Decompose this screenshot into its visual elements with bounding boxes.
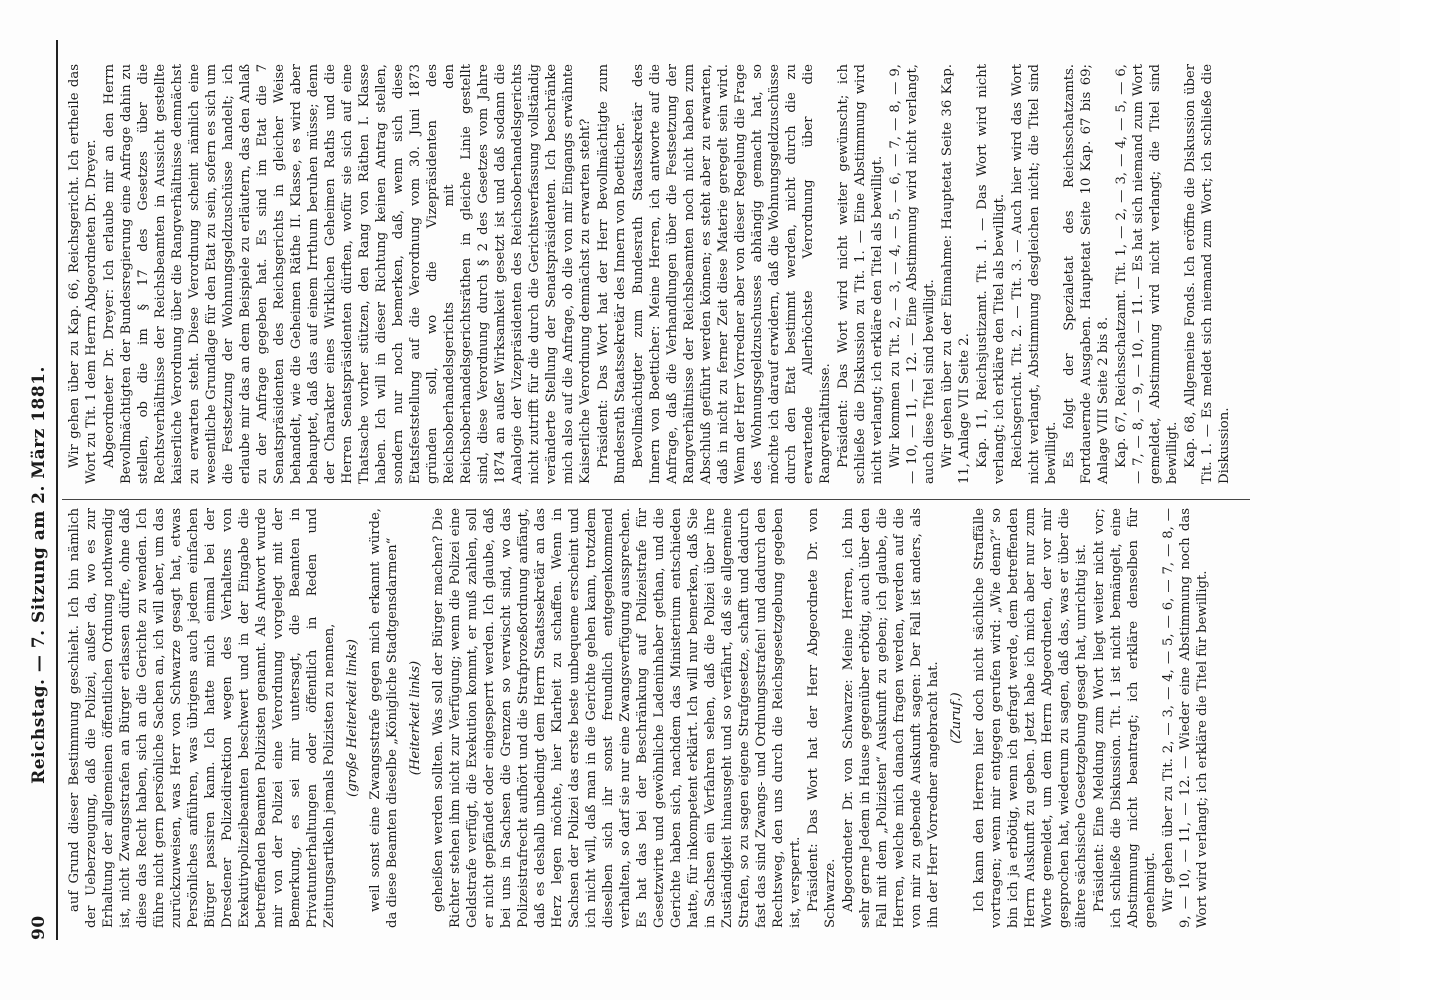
right-column-paragraph: Kap. 11, Reichsjustizamt. Tit. 1. — Das Wort wird nicht verlangt; ich erkläre den Titel als bewilligt.	[975, 64, 1007, 484]
left-column-paragraph: (große Heiterkeit links)	[345, 639, 360, 797]
left-column-paragraph: Ich kann den Herren hier doch nicht sächliche Straffälle vortragen; wenn mir entgegen gerufen wird: „Wie denn?“ so bin ich ja erbötig, wenn ich gefragt werde, dem betreffenden Herrn Auskunft zu geben. Jetzt habe ich mich aber nur zum Worte gemeldet, um dem Herrn Abgeordneten, der vor mir gesprochen hat, wiederum zu sagen, daß das, was er über die ältere sächsische Gesetzgebung gesagt hat, unrichtig ist.	[972, 508, 1089, 928]
right-column-paragraph: Wir kommen zu Tit. 2, — 3, — 4, — 5, — 6, — 7, — 8, — 9, — 10, — 11, — 12. — Eine Abstimmung wird nicht verlangt, auch diese Titel sind bewilligt.	[888, 64, 937, 484]
right-column-paragraph: Wir gehen über zu Kap. 66, Reichsgericht. Ich ertheile das Wort zu Tit. 1 dem Herrn Abgeordneten Dr. Dreyer.	[67, 64, 99, 484]
page-number: 90	[29, 915, 49, 940]
left-column-paragraph: (Heiterkeit links)	[408, 660, 423, 776]
right-column-paragraph: Präsident: Das Wort hat der Herr Bevollmächtigte zum Bundesrath Staatssekretär des Innern von Boetticher.	[596, 64, 628, 484]
digitization-note	[1405, 0, 1431, 1000]
left-column-paragraph: Wir gehen über zu Tit. 2, — 3, — 4, — 5, — 6, — 7, — 8, — 9, — 10, — 11, — 12. — Wieder eine Abstimmung noch das Wort wird verlangt; ich erkläre die Titel für bewilligt.	[1161, 508, 1210, 928]
page-title: Reichstag. — 7. Sitzung am 2. März 1881.	[29, 366, 49, 784]
right-column-paragraph: Wir gehen über zu der Einnahme: Hauptetat Seite 36 Kap. 11, Anlage VII Seite 2.	[940, 64, 972, 484]
left-column-paragraph: Präsident: Eine Meldung zum Wort liegt weiter nicht vor; ich schließe die Diskussion. Tit. 1 ist nicht bemängelt, eine Abstimmung nicht beantragt; ich erkläre denselben für genehmigt.	[1092, 508, 1158, 928]
left-column-paragraph: geheißen werden sollten. Was soll der Bürger machen? Die Richter stehen ihm nicht zur Verfügung; wenn die Polizei eine Geldstrafe verfügt, die Exekution kommt, er muß zahlen, soll er nicht gepfändet oder eingesperrt werden. Ich glaube, daß bei uns in Sachsen die Grenzen so verwischt sind, wo das Polizeistrafrecht aufhört und die Strafprozeßordnung anfängt, daß es deshalb unbedingt dem Herrn Staatssekretär an das Herz legen möchte, hier Klarheit zu schaffen. Wenn in Sachsen der Polizei das erste beste unbequeme erscheint und ich nicht will, daß man in die Gerichte gehen kann, trotzdem dieselben sich ihr sonst freundlich entgegenkommend verhalten, so darf sie nur eine Zwangsverfügung aussprechen. Es hat das bei der Beschränkung auf Polizeistrafe für Gesetzwirte und gewöhnliche Ladeninhaber gethan, und die Gerichte haben sich, nachdem das Ministerium entschieden hatte, für inkompetent erklärt. Ich will nur bemerken, daß Sie in Sachsen ein Verfahren sehen, daß die Polizei über ihre Zuständigkeit hinausgeht und so verfährt, daß sie allgemeine Strafen, so zu sagen eigene Strafgesetze, schafft und dadurch fast das sind Zwangs- und Ordnungsstrafen! und dadurch den Rechtsweg, den uns durch die Reichsgesetzgebung gegeben ist, versperrt.	[431, 508, 803, 928]
right-column	[66, 64, 1234, 484]
left-column-paragraph: auf Grund dieser Bestimmung geschieht. Ich bin nämlich der Ueberzeugung, daß die Polizei, außer da, wo es zur Erhaltung der allgemeinen öffentlichen Ordnung nothwendig ist, nicht Zwangsstrafen an Bürger erlassen dürfe, ohne daß diese das Recht haben, sich an die Gerichte zu wenden. Ich führe nicht gern persönliche Sachen an, ich will aber, um das zurückzuweisen, was Herr von Schwarze gesagt hat, etwas Persönliches anführen, was übrigens auch jedem einfachen Bürger passiren kann. Ich hatte mich einmal bei der Dresdener Polizeidirektion wegen des Verhaltens von Exekutivpolizeibeamten beschwert und in der Eingabe die betreffenden Beamten Polizisten genannt. Als Antwort wurde mir von der Polizei eine Verordnung vorgelegt mit der Bemerkung, es sei mir untersagt, die Beamten in Privatunterhaltungen oder öffentlich in Reden und Zeitungsartikeln jemals Polizisten zu nennen,	[67, 508, 337, 928]
right-column-paragraph: Reichsgericht. Tit. 2. — Tit. 3. — Auch hier wird das Wort nicht verlangt, Abstimmung desgleichen nicht; die Titel sind bewilligt.	[1010, 64, 1059, 484]
right-column-paragraph: Es folgt der Spezialetat des Reichsschatzamts. Fortdauernde Ausgaben. Hauptetat Seite 10 Kap. 67 bis 69; Anlage VIII Seite 2 bis 8.	[1062, 64, 1111, 484]
right-column-paragraph: Abgeordneter Dr. Dreyer: Ich erlaube mir an den Herrn Bevollmächtigten der Bundesregierung eine Anfrage dahin zu stellen, ob die im § 17 des Gesetzes über die Rechtsverhältnisse der Reichsbeamten in Aussicht gestellte kaiserliche Verordnung über die Rangverhältnisse demnächst zu erwarten steht. Diese Verordnung scheint nämlich eine wesentliche Grundlage für den Etat zu sein, sofern es sich um die Festsetzung der Wohnungsgeldzuschüsse handelt; ich erlaube mir das an dem Beispiele zu erläutern, das den Anlaß zu der Anfrage gegeben hat. Es sind im Etat die 7 Senatspräsidenten des Reichsgerichts in gleicher Weise behandelt, wie die Geheimen Räthe II. Klasse, es wird aber behauptet, daß das auf einem Irrthum beruhen müsse; denn der Charakter eines Wirklichen Geheimen Raths und die Herren Senatspräsidenten dürften, wofür sie sich auf eine Thatsache vorher stützen, den Rang von Räthen I. Klasse haben. Ich will in dieser Richtung keinen Antrag stellen, sondern nur noch bemerken, daß, wenn sich diese Etatsfeststellung auf die Verordnung vom 30. Juni 1873 gründen soll, wo die Vizepräsidenten des Reichsoberhandelsgerichts mit den Reichsoberhandelsgerichtsräthen in gleiche Linie gestellt sind, diese Verordnung durch § 2 des Gesetzes vom Jahre 1874 an außer Wirksamkeit gesetzt ist und daß sodann die Analogie der Vizepräsidenten des Reichsoberhandelsgerichts nicht zutrifft für die durch die Gerichtsverfassung vollständig veränderte Stellung der Senatspräsidenten. Ich beschränke mich also auf die Anfrage, ob die von mir Eingangs erwähnte Kaiserliche Verordnung demnächst zu erwarten steht?	[102, 64, 593, 484]
left-column	[66, 508, 1212, 928]
right-column-paragraph: Kap. 67, Reichsschatzamt. Tit. 1, — 2, — 3, — 4, — 5, — 6, — 7, — 8, — 9, — 10, — 11. — Es hat sich niemand zum Wort gemeldet, Abstimmung wird nicht verlangt; die Titel sind bewilligt.	[1114, 64, 1180, 484]
left-column-paragraph: weil sonst eine Zwangsstrafe gegen mich erkannt würde, da diese Beamten dieselbe „Königliche Stadtgensdarmen“	[368, 508, 400, 928]
header-rule	[56, 40, 58, 940]
right-column-paragraph: Kap. 68, Allgemeine Fonds. Ich eröffne die Diskussion über Tit. 1. — Es meldet sich niemand zum Wort; ich schließe die Diskussion.	[1183, 64, 1232, 484]
column-divider	[62, 499, 1250, 500]
left-column-paragraph: Präsident: Das Wort hat der Herr Abgeordnete Dr. von Schwarze.	[806, 508, 838, 928]
left-column-paragraph: (Zuruf.)	[949, 692, 964, 744]
right-column-paragraph: Bevollmächtigter zum Bundesrath Staatssekretär des Innern von Boetticher: Meine Herren, ich antworte auf die Anfrage, daß die Verhandlungen über die Festsetzung der Rangverhältnisse der Reichsbeamten noch nicht haben zum Abschluß geführt werden können; es steht aber zu erwarten, daß in nicht zu ferner Zeit diese Materie geregelt sein wird. Wenn der Herr Vorredner aber von dieser Regelung die Frage des Wohnungsgeldzuschusses abhängig gemacht hat, so möchte ich darauf erwidern, daß die Wohnungsgeldzuschüsse durch den Etat bestimmt werden, nicht durch die zu erwartende Allerhöchste Verordnung über die Rangverhältnisse.	[631, 64, 833, 484]
right-column-paragraph: Präsident: Das Wort wird nicht weiter gewünscht; ich schließe die Diskussion zu Tit. 1. — Eine Abstimmung wird nicht verlangt; ich erkläre den Titel als bewilligt.	[836, 64, 885, 484]
left-column-paragraph: Abgeordneter Dr. von Schwarze: Meine Herren, ich bin sehr gerne Jedem in Hause gegenüber erbötig, auch über den Fall mit dem „Polizisten“ Auskunft zu geben; ich glaube, die Herren, welche mich danach fragen werden, werden auf die von mir zu gebende Auskunft sagen: Der Fall ist anders, als ihn der Herr Vorredner angebracht hat.	[841, 508, 941, 928]
page-header	[26, 40, 52, 940]
